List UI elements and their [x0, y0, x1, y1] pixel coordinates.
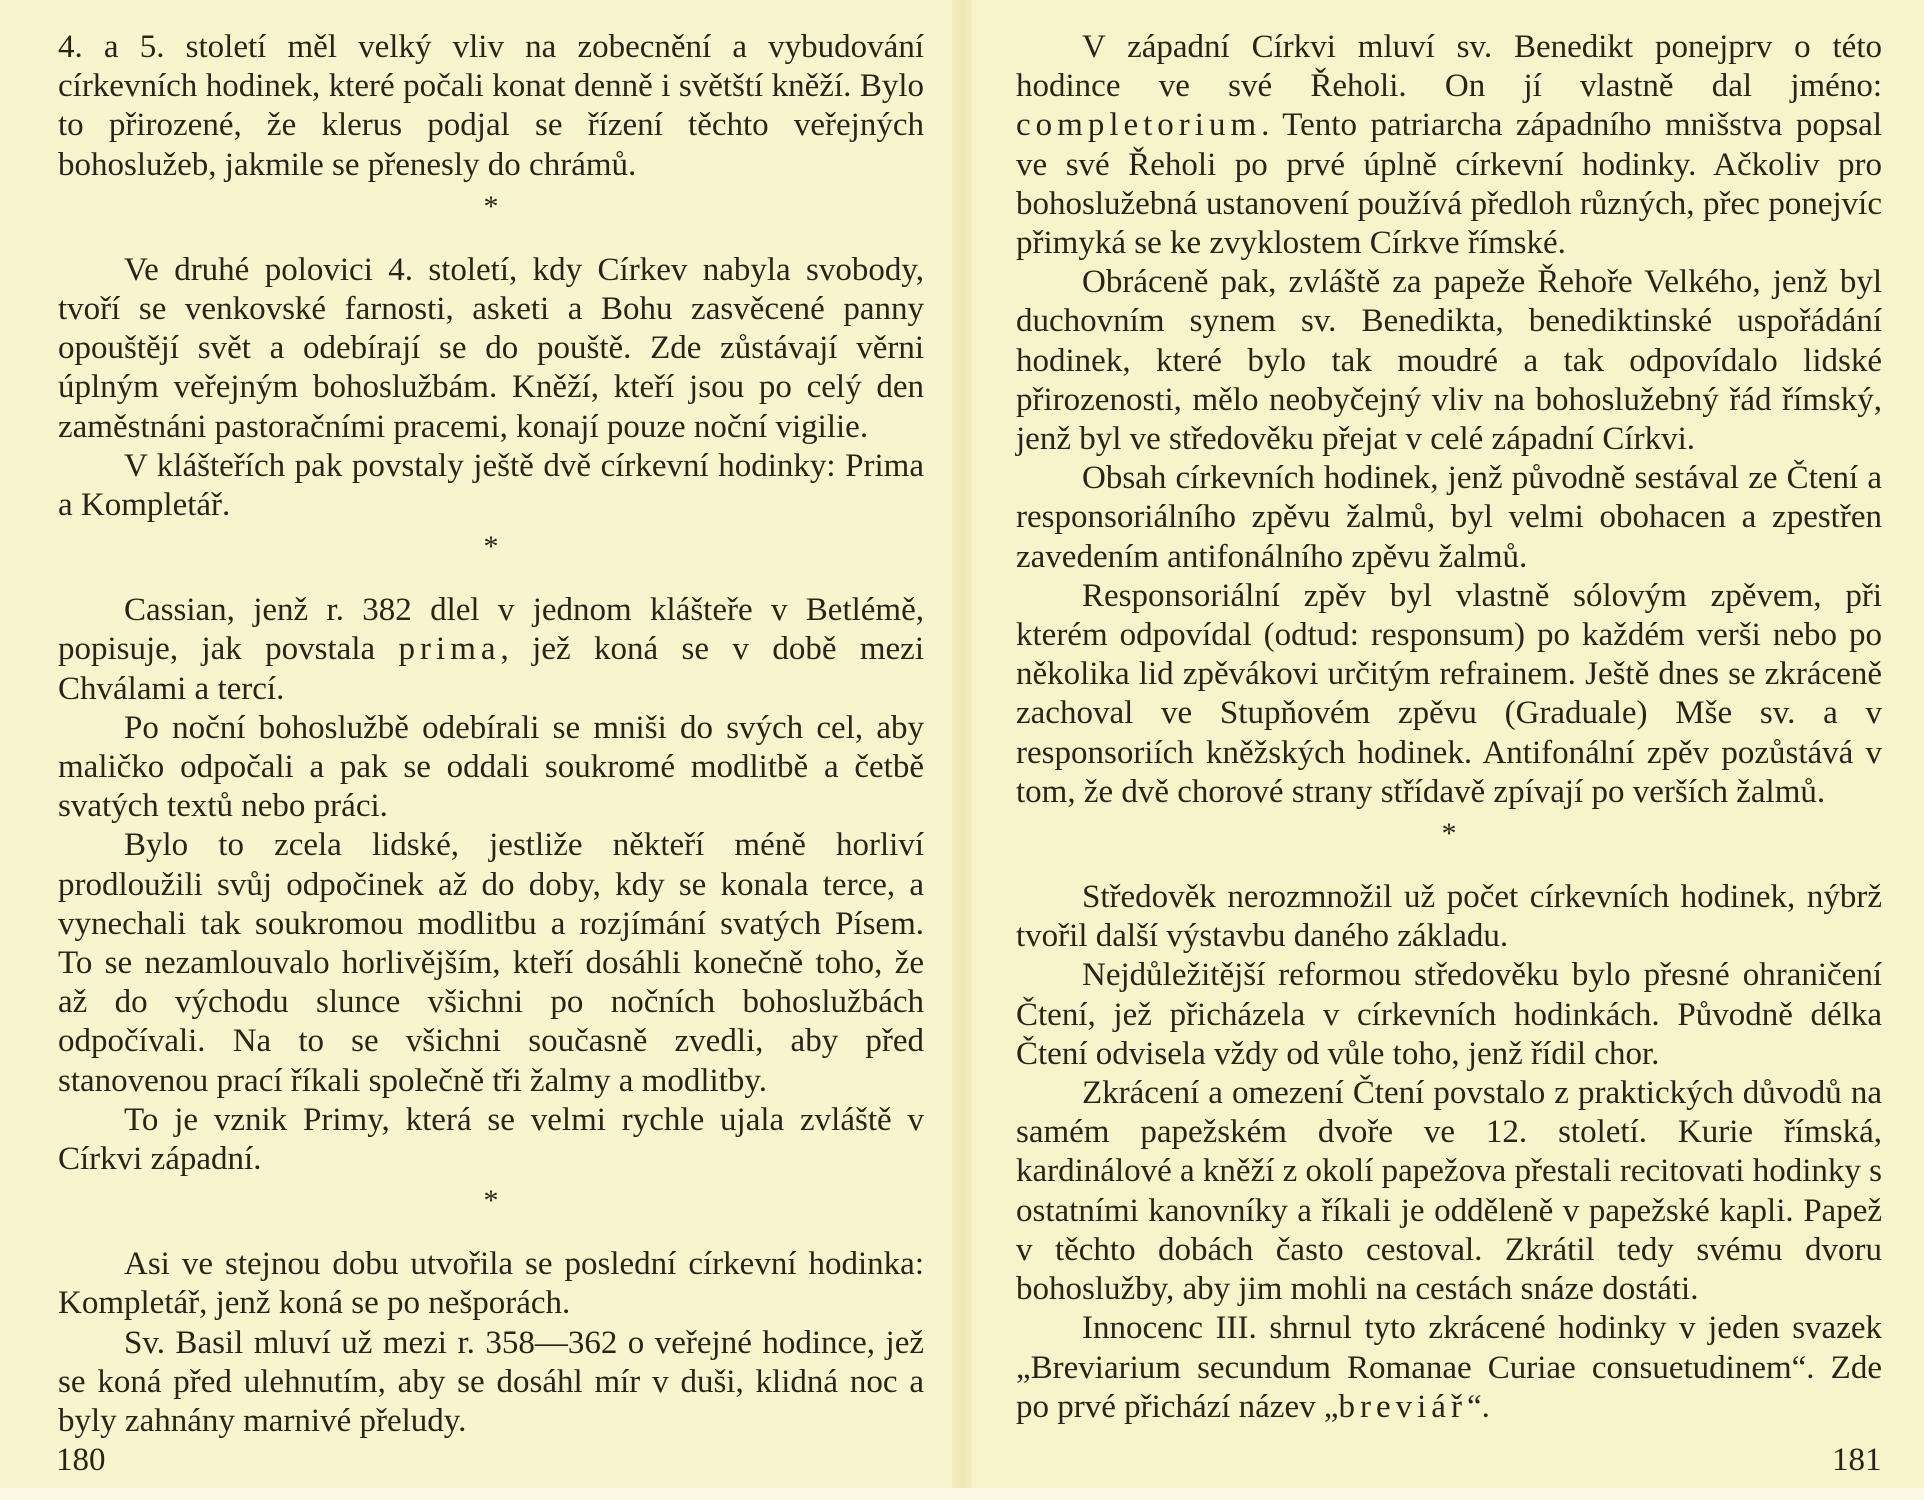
left-page-text-column [58, 28, 924, 1441]
paragraph-text: “. [1466, 1388, 1490, 1425]
paragraph: Obsah církevních hodinek, jenž původně sestával ze Čtení a responsoriálního zpěvu žalmů, byl velmi obohacen a zpestřen zavedením antifonálního zpěvu žalmů. [1016, 460, 1882, 575]
paragraph: Po noční bohoslužbě odebírali se mniši do svých cel, aby maličko odpočali a pak se oddali soukromé modlitbě a četbě svatých textů nebo práci. [58, 709, 924, 825]
right-page-number: 181 [1832, 1442, 1882, 1478]
paragraph: Obráceně pak, zvláště za papeže Řehoře Velkého, jenž byl duchovním synem sv. Benedikta, benediktinské uspořádání hodinek, které bylo tak moudré a tak odpovídalo lidské přirozenosti, mělo neobyčejný vliv na bohoslužebný řád římský, jenž byl ve středověku přejat v celé západní Církvi. [1016, 264, 1882, 458]
left-page-number: 180 [56, 1442, 106, 1478]
paragraph: Asi ve stejnou dobu utvořila se poslední církevní hodinka: Kompletář, jenž koná se po nešporách. [58, 1246, 924, 1322]
section-separator-asterisk: * [483, 530, 499, 564]
paragraph: To je vznik Primy, která se velmi rychle ujala zvláště v Církvi západní. [58, 1101, 924, 1178]
paragraph: Zkrácení a omezení Čtení povstalo z praktických důvodů na samém papežském dvoře ve 12. století. Kurie římská, kardinálové a kněží z okolí papežova přestali recitovati hodinky s ostatními kanovníky a říkali je odděleně v papežské kapli. Papež v těchto dobách často cestoval. Zkrátil tedy svému dvoru bohoslužby, aby jim mohli na cestách snáze dostáti. [1016, 1075, 1882, 1308]
paragraph: Responsoriální zpěv byl vlastně sólovým zpěvem, při kterém odpovídal (odtud: responsum) po každém verši nebo po několika lid zpěvákovi určitým refrainem. Ještě dnes se zkráceně zachoval ve Stupňovém zpěvu (Graduale) Mše sv. a v responsoriích kněžských hodinek. Antifonální zpěv pozůstává v tom, že dvě chorové strany střídavě zpívají po verších žalmů. [1016, 577, 1882, 810]
paragraph-text: V západní Církvi mluví sv. Benedikt ponejprv o této hodince ve své Řeholi. On jí vlastně dal jméno: [1016, 29, 1882, 105]
right-page-text-column [1016, 28, 1882, 1427]
paragraph: Ve druhé polovici 4. století, kdy Církev nabyla svobody, tvoří se venkovské farnosti, asketi a Bohu zasvěcené panny opouštějí svět a odebírají se do pouště. Zde zůstávají věrni úplným veřejným bohoslužbám. Kněží, kteří jsou po celý den zaměstnáni pastoračními pracemi, konají pouze noční vigilie. [58, 251, 924, 445]
book-gutter [952, 0, 972, 1500]
paragraph-text: Innocenc III. shrnul tyto zkrácené hodinky v jeden svazek „Breviarium secundum Romanae Curiae consuetudinem“. Zde po prvé přichází název „ [1016, 1310, 1882, 1425]
section-separator-asterisk: * [483, 189, 499, 223]
section-separator-asterisk: * [483, 1184, 499, 1218]
paragraph-text: . Tento patriarcha západního mnišstva popsal ve své Řeholi po prvé úplně církevní hodinky. Ačkoliv pro bohoslužebná ustanovení používá předloh různých, přec ponejvíc přimyká se ke zvyklostem Církve římské. [1016, 107, 1882, 262]
paragraph-text: , jež koná se v době mezi Chválami a tercí. [58, 631, 924, 707]
paragraph: 4. a 5. století měl velký vliv na zobecnění a vybudování církevních hodinek, které počali konat denně i světští kněží. Bylo to přirozené, že klerus podjal se řízení těchto veřejných bohoslužeb, jakmile se přenesly do chrámů. [58, 29, 924, 183]
letterspaced-term: breviář [1338, 1388, 1467, 1425]
section-separator-asterisk: * [1441, 817, 1457, 851]
paragraph [1016, 1309, 1882, 1427]
paragraph: Bylo to zcela lidské, jestliže někteří méně horliví prodloužili svůj odpočinek až do doby, kdy se konala terce, a vynechali tak soukromou modlitbu a rozjímání svatých Písem. To se nezamlouvalo horlivějším, kteří dosáhli konečně toho, že až do východu slunce všichni po nočních bohoslužbách odpočívali. Na to se všichni současně zvedli, aby před stanovenou prací říkali společně tři žalmy a modlitby. [58, 827, 924, 1099]
paragraph [58, 591, 924, 709]
letterspaced-term: prima [398, 631, 501, 668]
paragraph: V klášteřích pak povstaly ještě dvě církevní hodinky: Prima a Kompletář. [58, 447, 924, 524]
letterspaced-term: completorium [1016, 107, 1262, 144]
paragraph [1016, 28, 1882, 263]
paragraph-text: Cassian, jenž r. 382 dlel v jednom klášteře v Betlémě, popisuje, jak povstala [58, 592, 924, 668]
right-page [962, 0, 1924, 1500]
paragraph: Nejdůležitější reformou středověku bylo přesné ohraničení Čtení, jež přicházela v církevních hodinkách. Původně délka Čtení odvisela vždy od vůle toho, jenž řídil chor. [1016, 957, 1882, 1072]
paragraph: Středověk nerozmnožil už počet církevních hodinek, nýbrž tvořil další výstavbu daného základu. [1016, 879, 1882, 955]
page-bottom-edge [0, 1488, 1924, 1500]
paragraph: Sv. Basil mluví už mezi r. 358—362 o veřejné hodince, jež se koná před ulehnutím, aby se dosáhl mír v duši, klidná noc a byly zahnány marnivé přeludy. [58, 1324, 924, 1440]
